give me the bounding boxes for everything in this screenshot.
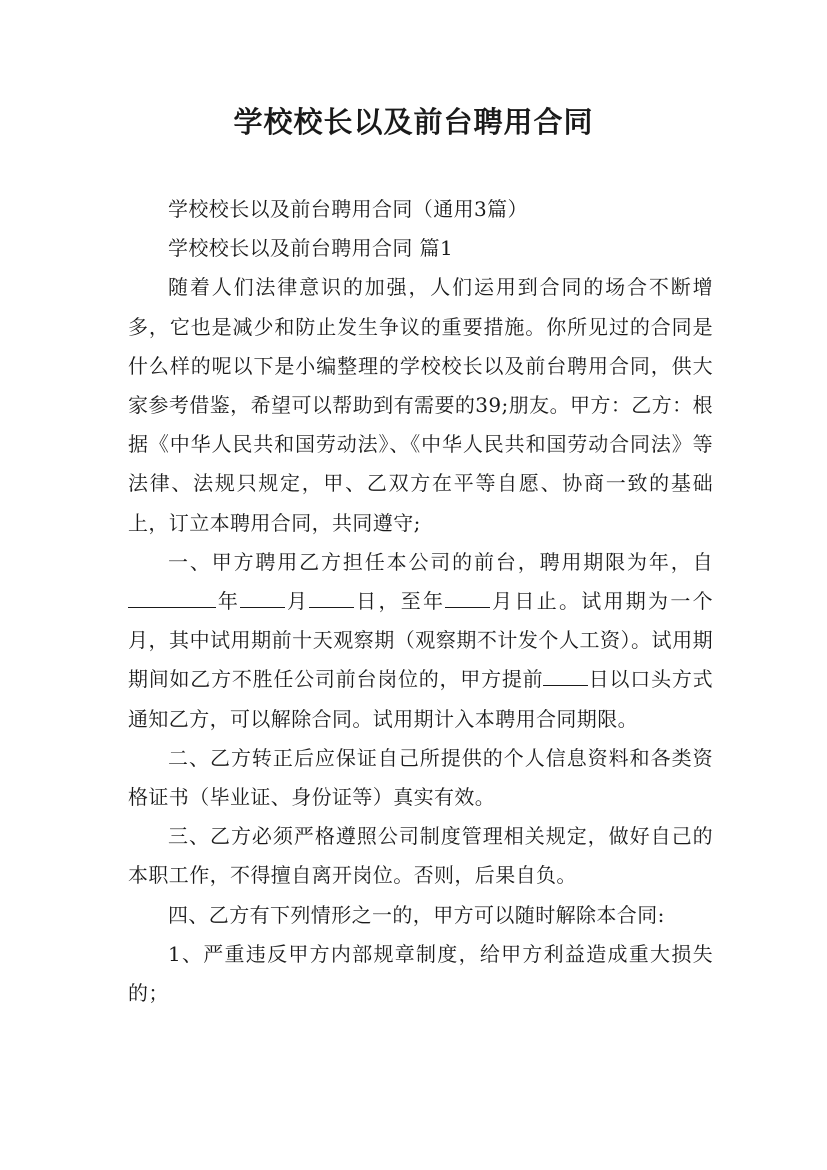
blank-field-start-year [128, 586, 216, 608]
item-1-paragraph: 1、严重违反甲方内部规章制度，给甲方利益造成重大损失的； [128, 941, 713, 1006]
blank-field-start-month [240, 586, 285, 608]
clause-1-text-d: 日，至年 [354, 589, 446, 614]
document-title: 学校校长以及前台聘用合同 [233, 105, 594, 139]
clause-1-paragraph [128, 543, 713, 739]
blank-field-notice-days [543, 664, 588, 686]
clause-1-text-a: 一、甲方聘用乙方担任本公司的前台，聘用期限为年，自 [168, 549, 713, 574]
intro-paragraph: 随着人们法律意识的加强，人们运用到合同的场合不断增多，它也是减少和防止发生争议的重要措施。你所见过的合同是什么样的呢以下是小编整理的学校校长以及前台聘用合同，供大家参考借鉴，希望可以帮助到有需要的39;朋友。甲方：乙方：根据《中华人民共和国劳动法》、《中华人民共和国劳动合同法》等法律、法规只规定，甲、乙双方在平等自愿、协商一致的基础上，订立本聘用合同，共同遵守; [128, 275, 713, 535]
clause-1-text-e: 月日止。试用期为一个月，其中试用期前十天观察期（观察期不计发个人工资）。试用期期间如乙方不胜任公司前台岗位的，甲方提前 [128, 589, 714, 692]
clause-2-paragraph: 二、乙方转正后应保证自己所提供的个人信息资料和各类资格证书（毕业证、身份证等）真实有效。 [128, 745, 713, 810]
document-subtitle: 学校校长以及前台聘用合同（通用3篇） [168, 197, 528, 221]
clause-4-paragraph: 四、乙方有下列情形之一的，甲方可以随时解除本合同: [168, 902, 665, 927]
part-heading: 学校校长以及前台聘用合同 篇1 [168, 236, 454, 261]
clause-1-text-f: 日以口头方式通知乙方，可以解除合同。试用期计入本聘用合同期限。 [128, 667, 714, 731]
clause-1-text-b: 年 [216, 589, 241, 614]
blank-field-start-day [309, 586, 354, 608]
blank-field-end-month [445, 586, 490, 608]
clause-3-paragraph: 三、乙方必须严格遵照公司制度管理相关规定，做好自己的本职工作，不得擅自离开岗位。否则，后果自负。 [128, 824, 713, 888]
document-body [128, 190, 713, 1013]
clause-1-text-c: 月 [285, 589, 310, 614]
